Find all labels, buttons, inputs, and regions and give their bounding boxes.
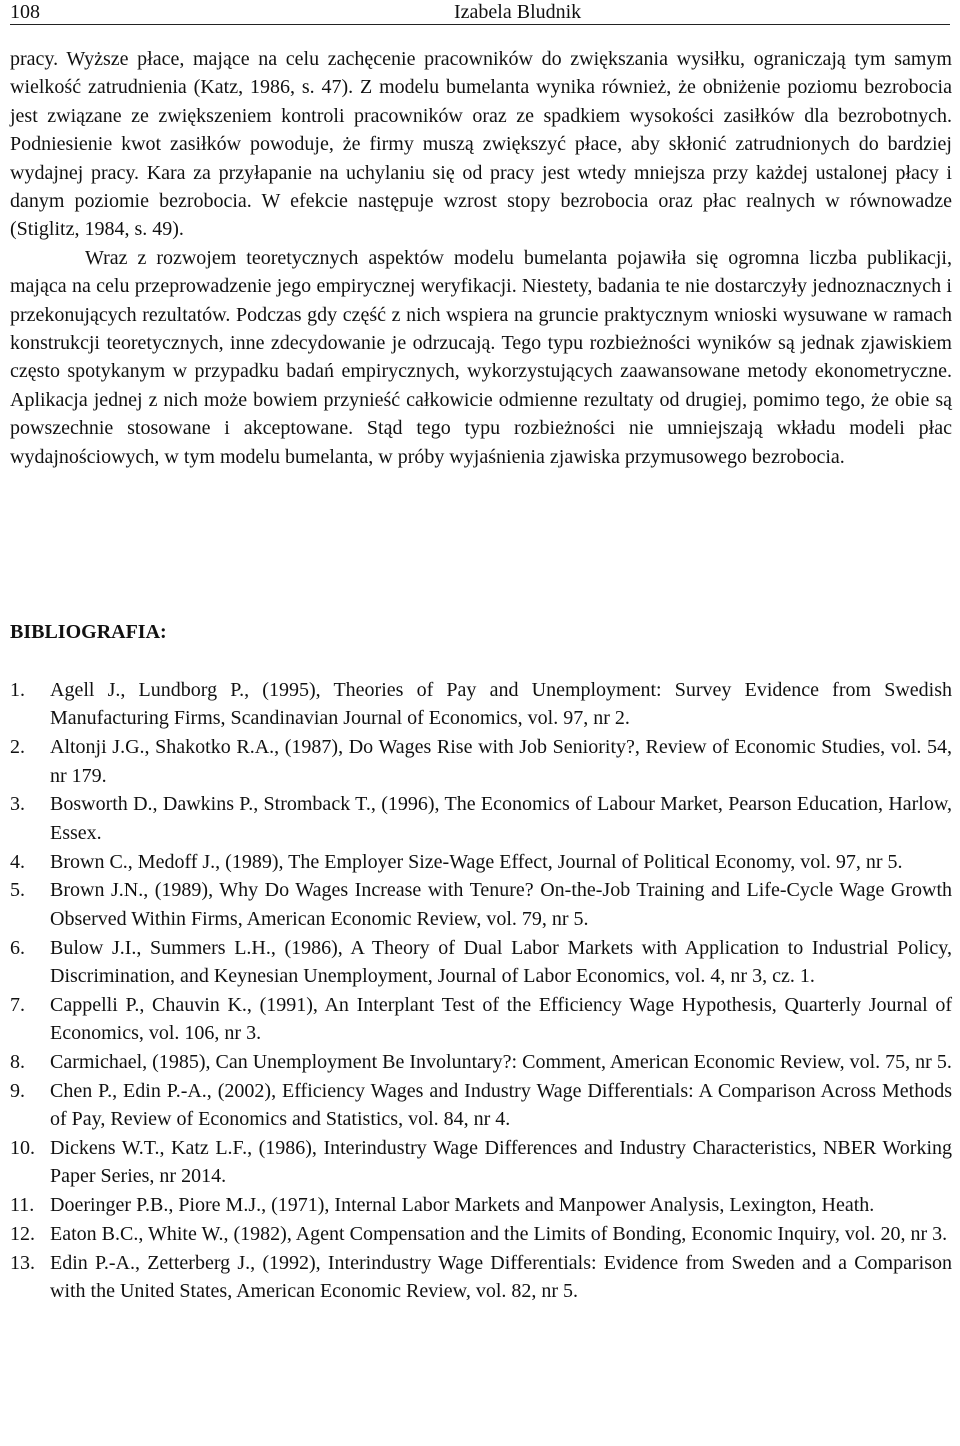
entry-number: 10.: [10, 1137, 35, 1160]
entry-number: 13.: [10, 1251, 35, 1274]
body-text: [10, 45, 952, 471]
bibliography-entry: [10, 934, 952, 991]
bibliography-entry: [10, 1048, 952, 1076]
entry-text: Brown J.N., (1989), Why Do Wages Increase with Tenure? On-the-Job Training and Life-Cycle Wage Growth Observed Within Firms, American Economic Review, vol. 79, nr 5.: [50, 879, 952, 930]
bibliography-entry: [10, 1134, 952, 1191]
entry-text: Doeringer P.B., Piore M.J., (1971), Internal Labor Markets and Manpower Analysis, Lexington, Heath.: [50, 1194, 875, 1217]
bibliography-list: [10, 676, 952, 1306]
running-head-author: Izabela Bludnik: [454, 1, 582, 23]
bibliography-entry: [10, 1220, 952, 1248]
entry-number: 9.: [10, 1079, 25, 1102]
entry-text: Eaton B.C., White W., (1982), Agent Compensation and the Limits of Bonding, Economic Inquiry, vol. 20, nr 3.: [50, 1223, 948, 1246]
bibliography-entry: [10, 1191, 952, 1219]
entry-text: Edin P.-A., Zetterberg J., (1992), Interindustry Wage Differentials: Evidence from Sweden and a Comparison with the United States, American Economic Review, vol. 82, nr 5.: [50, 1251, 952, 1303]
entry-number: 12.: [10, 1223, 35, 1246]
page-number: 108: [10, 1, 40, 23]
paragraph: Wraz z rozwojem teoretycznych aspektów modelu bumelanta pojawiła się ogromna liczba publikacji, mająca na celu przeprowadzenie jego empirycznej weryfikacji. Niestety, badania te nie dostarczyły jednoznacznych i przekonujących rezultatów. Podczas gdy część z nich wspiera na gruncie praktycznym wnioski wysuwane w ramach konstrukcji teoretycznych, inne zdecydowanie je odrzucają. Tego typu rozbieżności wyników są jednak zjawiskiem często spotykanym w przypadku badań empirycznych, wykorzystujących zaawansowane metody ekonometryczne. Aplikacja jednej z nich może bowiem przynieść całkowicie odmienne rezultaty od drugiej, pomimo tego, że obie są powszechnie stosowane i akceptowane. Stąd tego typu rozbieżności nie umniejszają wkładu modeli płac wydajnościowych, w tym modelu bumelanta, w próby wyjaśnienia zjawiska przymusowego bezrobocia.: [10, 246, 952, 468]
running-header: [10, 0, 950, 25]
entry-number: 1.: [10, 679, 25, 701]
bibliography-entry: [10, 1249, 952, 1306]
bibliography-entry: [10, 1077, 952, 1134]
entry-number: 8.: [10, 1051, 25, 1074]
entry-number: 6.: [10, 936, 25, 959]
entry-text: Carmichael, (1985), Can Unemployment Be Involuntary?: Comment, American Economic Review, vol. 75, nr 5.: [50, 1051, 952, 1074]
entry-text: Cappelli P., Chauvin K., (1991), An Interplant Test of the Efficiency Wage Hypothesis, Quarterly Journal of Economics, vol. 106, nr 3.: [50, 993, 952, 1045]
entry-number: 5.: [10, 879, 25, 902]
entry-number: 2.: [10, 736, 25, 759]
bibliography-entry: [10, 848, 952, 876]
bibliography-heading: BIBLIOGRAFIA:: [10, 621, 167, 643]
bibliography-entry: [10, 790, 952, 847]
entry-number: 11.: [10, 1194, 35, 1217]
bibliography-entry: [10, 676, 952, 733]
entry-text: Chen P., Edin P.-A., (2002), Efficiency Wages and Industry Wage Differentials: A Comparison Across Methods of Pay, Review of Economics and Statistics, vol. 84, nr 4.: [50, 1079, 952, 1131]
bibliography-entry: [10, 991, 952, 1048]
entry-text: Dickens W.T., Katz L.F., (1986), Interindustry Wage Differences and Industry Characteristics, NBER Working Paper Series, nr 2014.: [50, 1137, 952, 1188]
entry-text: Bulow J.I., Summers L.H., (1986), A Theory of Dual Labor Markets with Application to Industrial Policy, Discrimination, and Keynesian Unemployment, Journal of Labor Economics, vol. 4, nr 3, cz. 1.: [50, 936, 952, 988]
entry-number: 7.: [10, 993, 25, 1016]
entry-text: Brown C., Medoff J., (1989), The Employer Size-Wage Effect, Journal of Political Economy, vol. 97, nr 5.: [50, 850, 903, 873]
entry-number: 3.: [10, 793, 25, 816]
bibliography-entry: [10, 876, 952, 933]
bibliography-entry: [10, 733, 952, 790]
entry-text: Agell J., Lundborg P., (1995), Theories of Pay and Unemployment: Survey Evidence from Swedish Manufacturing Firms, Scandinavian Journal of Economics, vol. 97, nr 2.: [50, 679, 952, 730]
entry-number: 4.: [10, 850, 25, 873]
entry-text: Altonji J.G., Shakotko R.A., (1987), Do Wages Rise with Job Seniority?, Review of Economic Studies, vol. 54, nr 179.: [50, 736, 952, 787]
entry-text: Bosworth D., Dawkins P., Stromback T., (1996), The Economics of Labour Market, Pearson Education, Harlow, Essex.: [50, 793, 952, 844]
paragraph: pracy. Wyższe płace, mające na celu zachęcenie pracowników do zwiększania wysiłku, ograniczają tym samym wielkość zatrudnienia (Katz, 1986, s. 47). Z modelu bumelanta wynika również, że obniżenie poziomu bezrobocia jest związane ze zwiększeniem kontroli pracowników oraz ze spadkiem wysokości zasiłków dla bezrobotnych. Podniesienie kwot zasiłków powoduje, że firmy muszą zwiększyć płace, aby skłonić zatrudnionych do bardziej wydajnej pracy. Kara za przyłapanie na uchylaniu się od pracy jest wtedy mniejsza przy każdej ustalonej płacy i danym poziomie bezrobocia. W efekcie następuje wzrost stopy bezrobocia oraz płac realnych w równowadze (Stiglitz, 1984, s. 49).: [10, 48, 952, 241]
